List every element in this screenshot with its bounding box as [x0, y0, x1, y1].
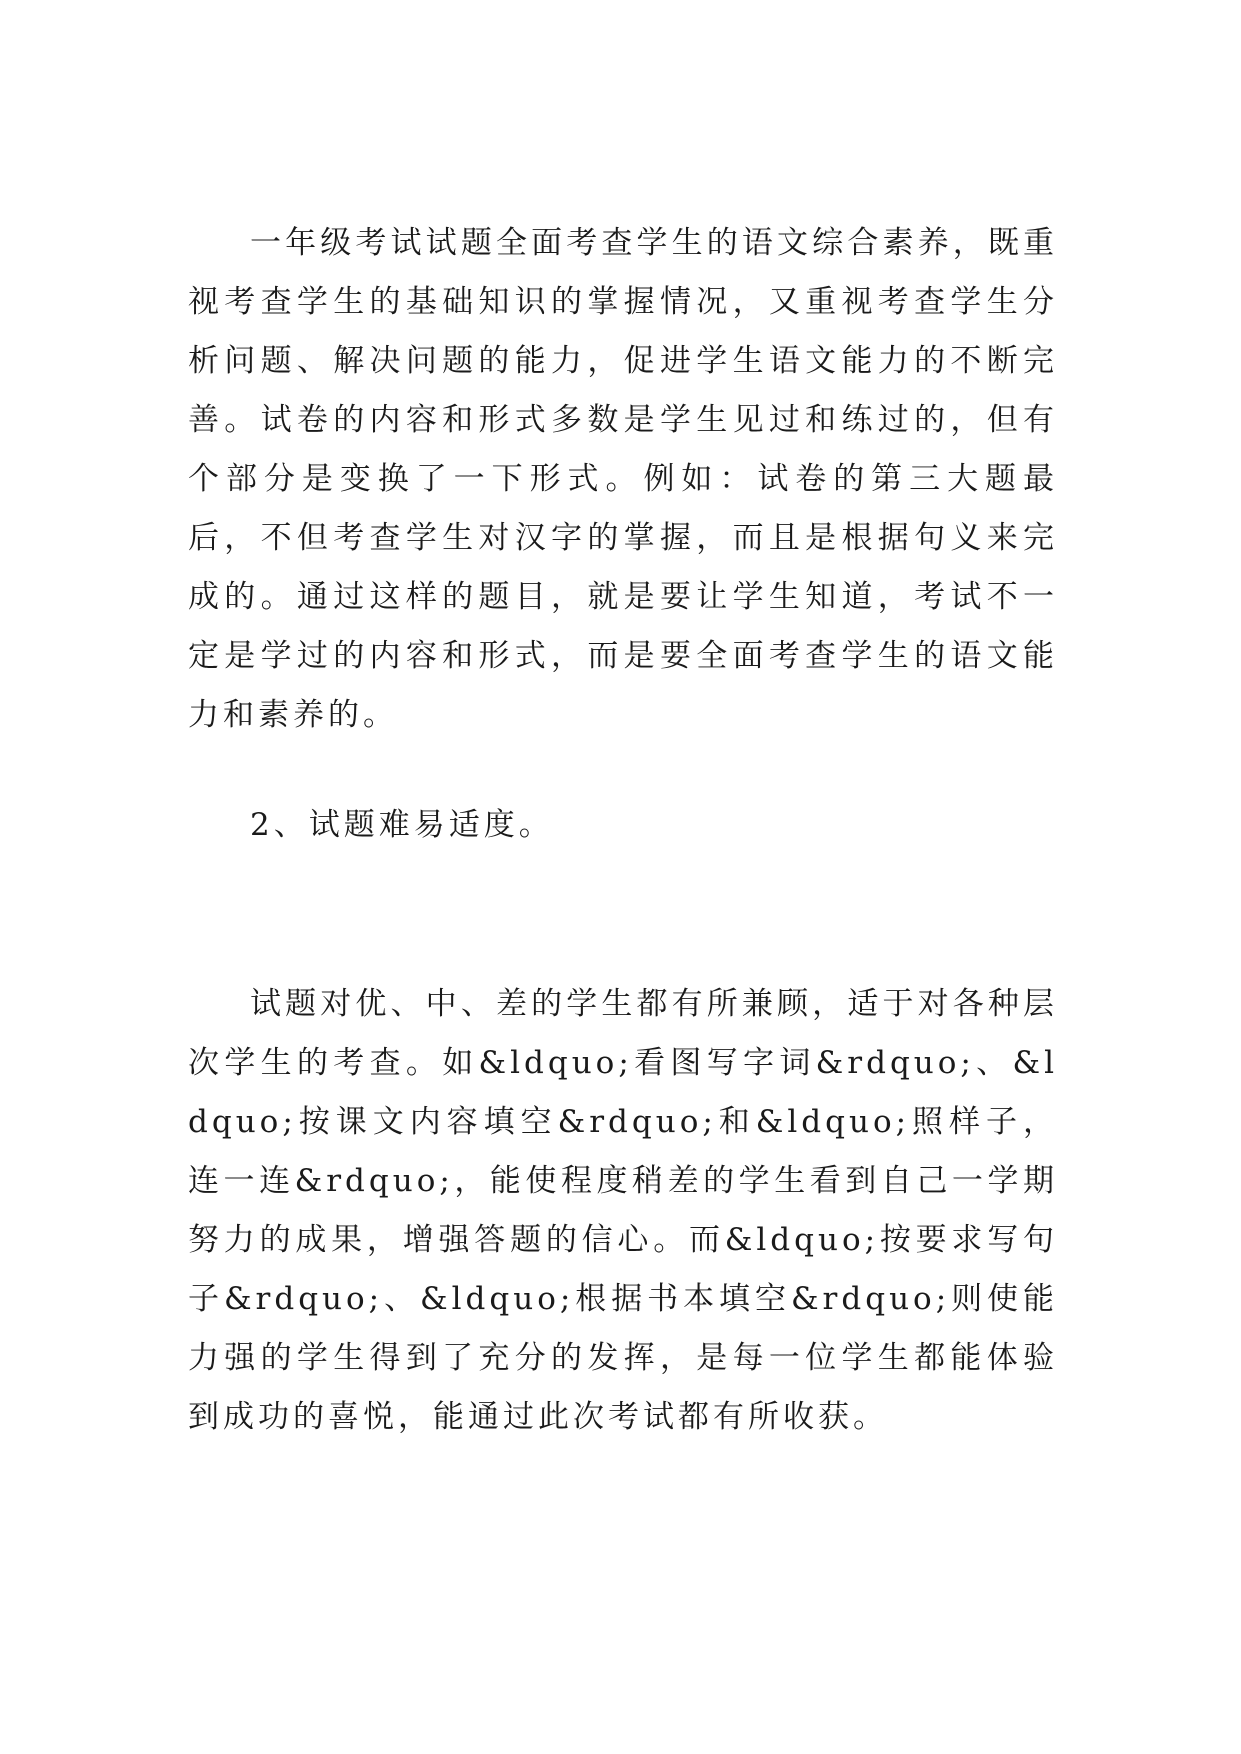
section-heading-difficulty: 2、试题难易适度。 — [250, 807, 554, 843]
paragraph-exam-overview: 一年级考试试题全面考查学生的语文综合素养，既重视考查学生的基础知识的掌握情况，又重视考查学生分析问题、解决问题的能力，促进学生语文能力的不断完善。试卷的内容和形式多数是学生见过和练过的，但有个部分是变换了一下形式。例如：试卷的第三大题最后，不但考查学生对汉字的掌握，而且是根据句义来完成的。通过这样的题目，就是要让学生知道，考试不一定是学过的内容和形式，而是要全面考查学生的语文能力和素养的。 — [188, 225, 1058, 733]
paragraph-difficulty-detail: 试题对优、中、差的学生都有所兼顾，适于对各种层次学生的考查。如&ldquo;看图写字词&rdquo;、&ldquo;按课文内容填空&rdquo;和&ldquo;照样子，连一连&rdquo;，能使程度稍差的学生看到自己一学期努力的成果，增强答题的信心。而&ldquo;按要求写句子&rdquo;、&ldquo;根据书本填空&rdquo;则使能力强的学生得到了充分的发挥，是每一位学生都能体验到成功的喜悦，能通过此次考试都有所收获。 — [188, 986, 1058, 1435]
